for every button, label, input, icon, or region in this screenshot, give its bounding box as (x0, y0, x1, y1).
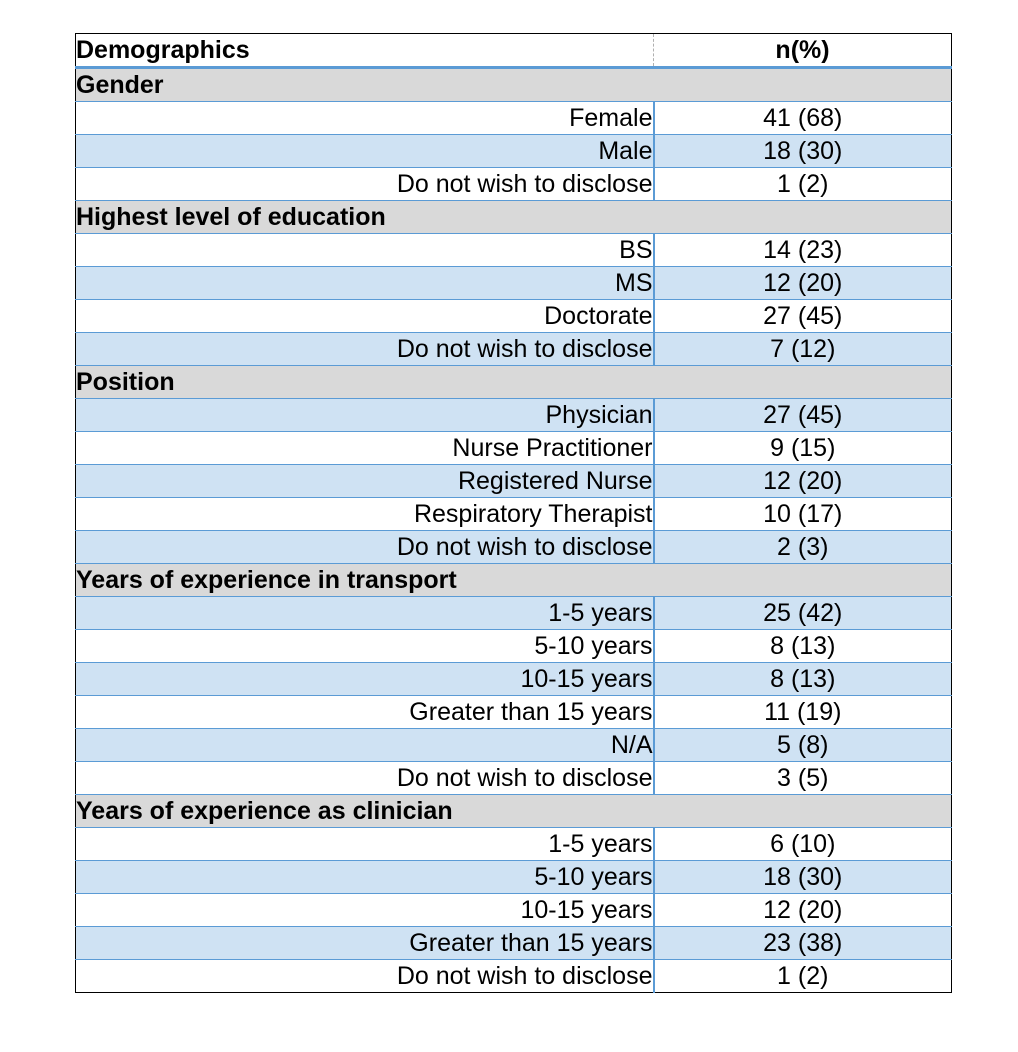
row-value: 9 (15) (654, 432, 952, 465)
table-row (76, 828, 952, 861)
table-row (76, 465, 952, 498)
demographics-table (75, 33, 952, 993)
table-row (76, 729, 952, 762)
table-row (76, 861, 952, 894)
row-label: Do not wish to disclose (76, 960, 654, 993)
table-row (76, 333, 952, 366)
table-row (76, 531, 952, 564)
table-header-row (76, 34, 952, 68)
row-value: 14 (23) (654, 234, 952, 267)
row-value: 25 (42) (654, 597, 952, 630)
row-value: 1 (2) (654, 168, 952, 201)
row-value: 11 (19) (654, 696, 952, 729)
row-value: 12 (20) (654, 267, 952, 300)
section-title: Years of experience as clinician (76, 795, 952, 828)
table-row (76, 498, 952, 531)
section-row (76, 366, 952, 399)
row-value: 7 (12) (654, 333, 952, 366)
table-row (76, 300, 952, 333)
row-label: Respiratory Therapist (76, 498, 654, 531)
row-label: Do not wish to disclose (76, 333, 654, 366)
section-title: Gender (76, 68, 952, 102)
row-value: 27 (45) (654, 300, 952, 333)
row-label: Do not wish to disclose (76, 762, 654, 795)
section-title: Years of experience in transport (76, 564, 952, 597)
row-value: 1 (2) (654, 960, 952, 993)
table-row (76, 696, 952, 729)
row-label: 1-5 years (76, 828, 654, 861)
row-label: N/A (76, 729, 654, 762)
row-value: 10 (17) (654, 498, 952, 531)
row-label: Do not wish to disclose (76, 168, 654, 201)
row-label: MS (76, 267, 654, 300)
section-row (76, 68, 952, 102)
header-demographics: Demographics (76, 34, 654, 68)
table-row (76, 234, 952, 267)
row-value: 3 (5) (654, 762, 952, 795)
section-row (76, 201, 952, 234)
table-row (76, 960, 952, 993)
table-body (76, 34, 952, 993)
header-n-percent: n(%) (654, 34, 952, 68)
row-value: 5 (8) (654, 729, 952, 762)
table-row (76, 168, 952, 201)
section-title: Highest level of education (76, 201, 952, 234)
table-row (76, 102, 952, 135)
table-row (76, 135, 952, 168)
table-row (76, 597, 952, 630)
row-value: 18 (30) (654, 861, 952, 894)
table-row (76, 894, 952, 927)
row-value: 8 (13) (654, 663, 952, 696)
section-title: Position (76, 366, 952, 399)
row-value: 12 (20) (654, 465, 952, 498)
row-label: Female (76, 102, 654, 135)
row-label: Nurse Practitioner (76, 432, 654, 465)
row-label: 5-10 years (76, 630, 654, 663)
row-value: 27 (45) (654, 399, 952, 432)
row-label: Registered Nurse (76, 465, 654, 498)
table-row (76, 630, 952, 663)
row-label: Male (76, 135, 654, 168)
row-value: 23 (38) (654, 927, 952, 960)
row-value: 2 (3) (654, 531, 952, 564)
row-label: Physician (76, 399, 654, 432)
row-label: BS (76, 234, 654, 267)
row-label: Doctorate (76, 300, 654, 333)
section-row (76, 795, 952, 828)
row-label: Do not wish to disclose (76, 531, 654, 564)
row-value: 18 (30) (654, 135, 952, 168)
row-value: 6 (10) (654, 828, 952, 861)
row-label: 5-10 years (76, 861, 654, 894)
row-label: Greater than 15 years (76, 927, 654, 960)
row-label: 10-15 years (76, 894, 654, 927)
row-value: 12 (20) (654, 894, 952, 927)
table-row (76, 399, 952, 432)
row-value: 41 (68) (654, 102, 952, 135)
table-row (76, 927, 952, 960)
row-label: 10-15 years (76, 663, 654, 696)
table-row (76, 663, 952, 696)
section-row (76, 564, 952, 597)
table-row (76, 762, 952, 795)
row-value: 8 (13) (654, 630, 952, 663)
table-row (76, 432, 952, 465)
row-label: 1-5 years (76, 597, 654, 630)
row-label: Greater than 15 years (76, 696, 654, 729)
table-row (76, 267, 952, 300)
